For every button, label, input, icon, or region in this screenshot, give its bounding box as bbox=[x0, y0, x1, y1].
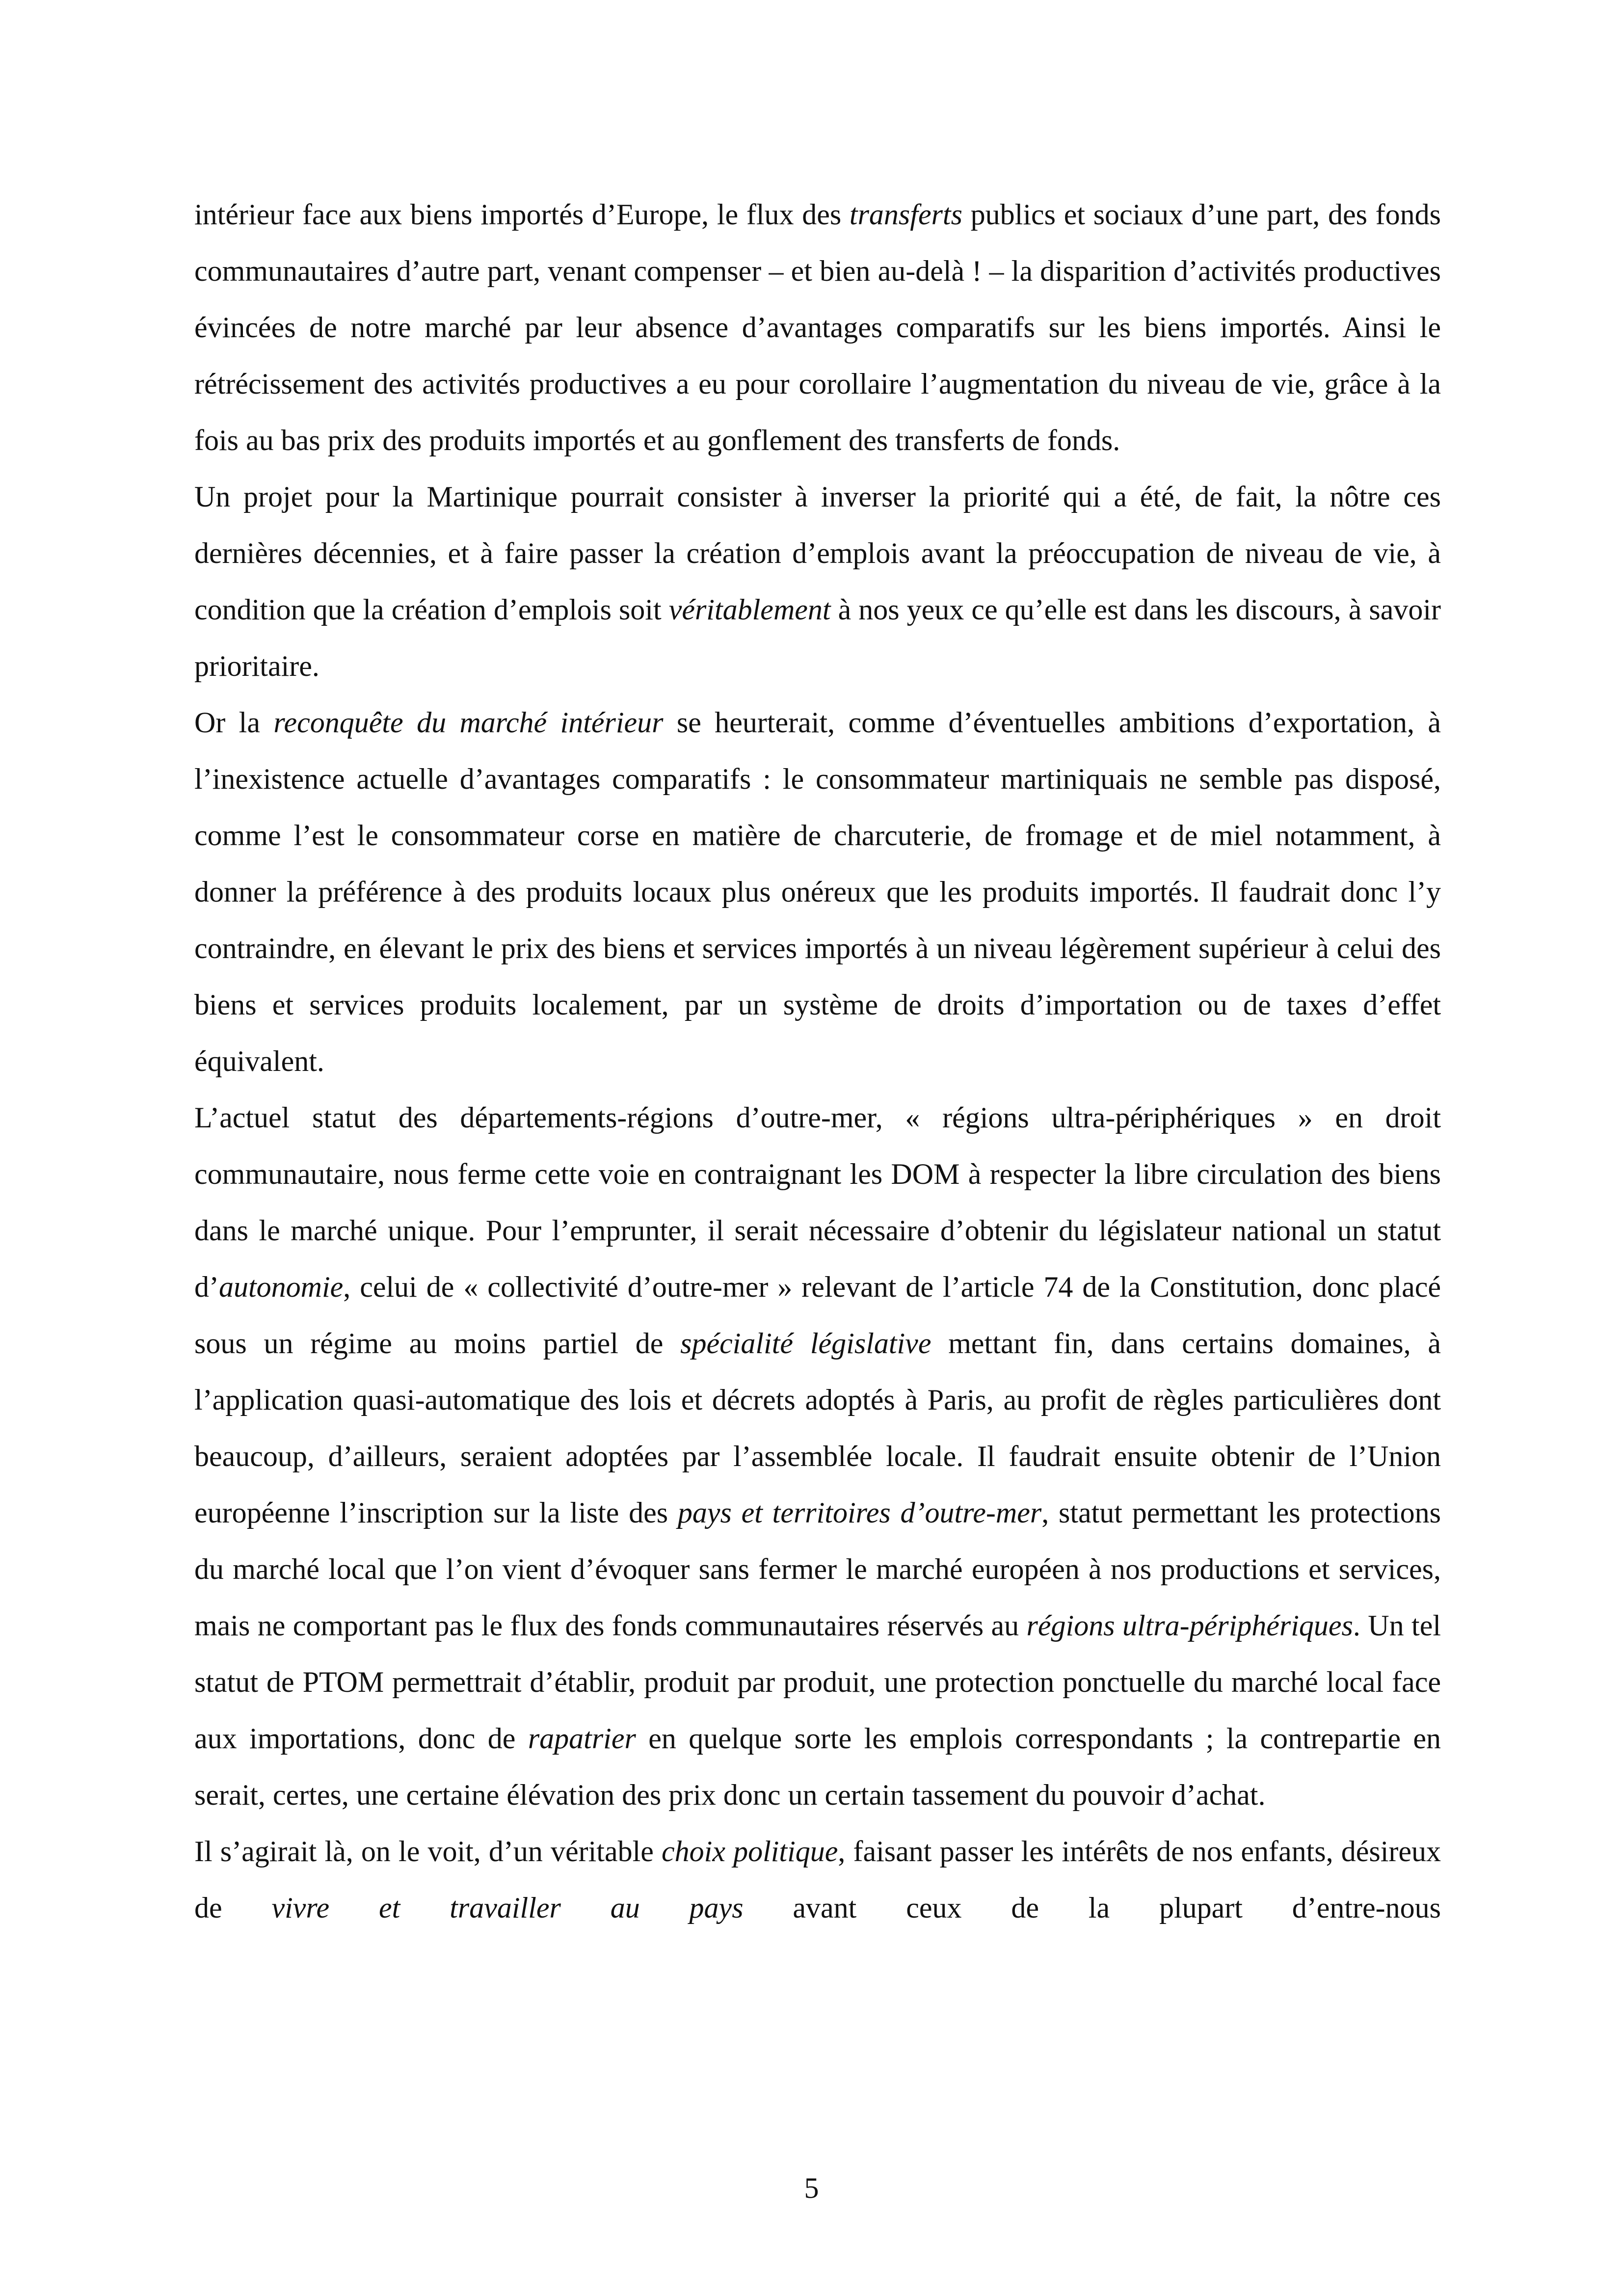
italic-run: rapatrier bbox=[528, 1722, 636, 1755]
italic-run: reconquête du marché intérieur bbox=[273, 706, 664, 739]
text-run: Or la bbox=[194, 706, 274, 739]
text-run: mettant fin, dans certains domaines, à l’application quasi-automatique des lois et décrets adoptés à Paris, au profit de règles particulières dont beaucoup, d’ailleurs, seraient adoptées par l’assemblée locale. Il faudrait ensuite obtenir de l’Union européenne l’inscription sur la liste des bbox=[194, 1327, 1441, 1529]
paragraph-p1 bbox=[194, 187, 1441, 469]
page-number: 5 bbox=[804, 2172, 819, 2204]
text-run: avant ceux de la plupart d’entre-nous bbox=[743, 1892, 1441, 1924]
text-run: Un projet pour la Martinique pourrait consister à inverser la priorité qui a été, de fait, la nôtre ces dernières décennies, et à faire passer la création d’emplois avant la préoccupation de niveau de vie, à condition que la création d’emplois soit bbox=[194, 481, 1441, 626]
body-text bbox=[194, 187, 1441, 1936]
italic-run: vivre et travailler au pays bbox=[271, 1892, 744, 1924]
text-run: se heurterait, comme d’éventuelles ambitions d’exportation, à l’inexistence actuelle d’avantages comparatifs : le consommateur martiniquais ne semble pas disposé, comme l’est le consommateur corse en matière de charcuterie, de fromage et de miel notamment, à donner la préférence à des produits locaux plus onéreux que les produits importés. Il faudrait donc l’y contraindre, en élevant le prix des biens et services importés à un niveau légèrement supérieur à celui des biens et services produits localement, par un système de droits d’importation ou de taxes d’effet équivalent. bbox=[194, 706, 1441, 1077]
text-run: L’actuel statut des départements-régions d’outre-mer, « régions ultra-périphériques » en droit communautaire, nous ferme cette voie en contraignant les DOM à respecter la libre circulation des biens dans le marché unique. Pour l’emprunter, il serait nécessaire d’obtenir du législateur national un statut d’ bbox=[194, 1101, 1441, 1303]
paragraph-p5 bbox=[194, 1823, 1441, 1936]
italic-run: transferts bbox=[849, 198, 962, 231]
italic-run: pays et territoires d’outre-mer bbox=[677, 1496, 1042, 1529]
text-run: , faisant passer les intérêts de nos enfants, désireux de bbox=[194, 1835, 1441, 1924]
text-run: intérieur face aux biens importés d’Europe, le flux des bbox=[194, 198, 850, 231]
italic-run: régions ultra-périphériques bbox=[1026, 1609, 1353, 1642]
text-run: Il s’agirait là, on le voit, d’un véritable bbox=[194, 1835, 662, 1868]
text-run: en quelque sorte les emplois correspondants ; la contrepartie en serait, certes, une certaine élévation des prix donc un certain tassement du pouvoir d’achat. bbox=[194, 1722, 1441, 1811]
italic-run: véritablement bbox=[668, 593, 831, 626]
italic-run: choix politique bbox=[662, 1835, 838, 1868]
text-run: , statut permettant les protections du marché local que l’on vient d’évoquer sans fermer le marché européen à nos productions et services, mais ne comportant pas le flux des fonds communautaires réservés au bbox=[194, 1496, 1441, 1642]
paragraph-p3 bbox=[194, 694, 1441, 1090]
text-run: à nos yeux ce qu’elle est dans les discours, à savoir prioritaire. bbox=[194, 593, 1441, 682]
italic-run: spécialité législative bbox=[680, 1327, 931, 1360]
text-run: , celui de « collectivité d’outre-mer » relevant de l’article 74 de la Constitution, donc placé sous un régime au moins partiel de bbox=[194, 1271, 1441, 1360]
text-run: publics et sociaux d’une part, des fonds communautaires d’autre part, venant compenser – et bien au-delà ! – la disparition d’activités productives évincées de notre marché par leur absence d’avantages comparatifs sur les biens importés. Ainsi le rétrécissement des activités productives a eu pour corollaire l’augmentation du niveau de vie, grâce à la fois au bas prix des produits importés et au gonflement des transferts de fonds. bbox=[194, 198, 1441, 456]
paragraph-p4 bbox=[194, 1090, 1441, 1823]
italic-run: autonomie bbox=[218, 1271, 344, 1303]
paragraph-p2 bbox=[194, 469, 1441, 694]
text-run: . Un tel statut de PTOM permettrait d’établir, produit par produit, une protection ponctuelle du marché local face aux importations, donc de bbox=[194, 1609, 1441, 1755]
